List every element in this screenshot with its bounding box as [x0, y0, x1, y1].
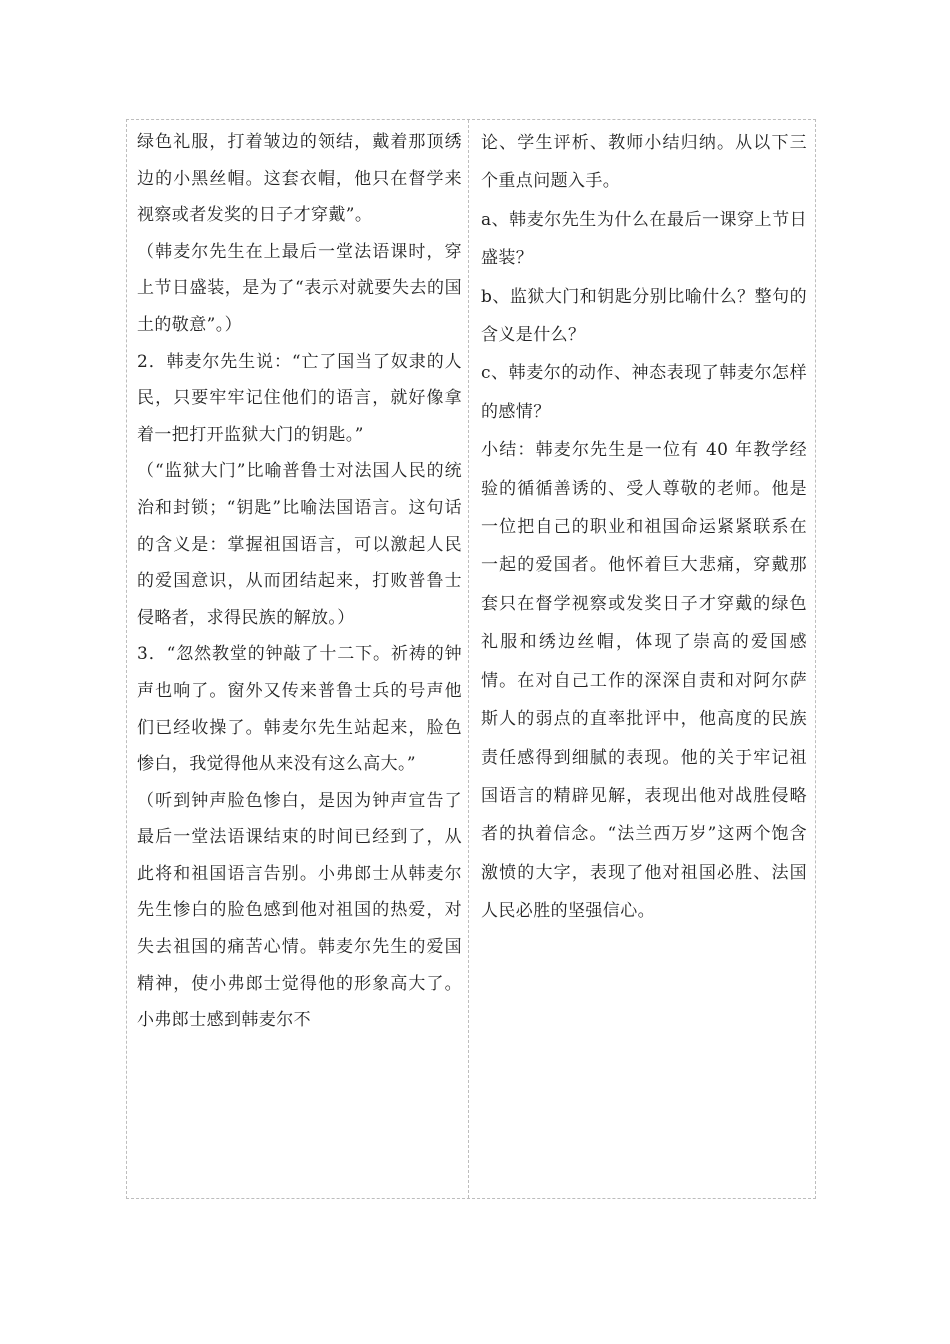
- left-paragraph-5: 3．“忽然教堂的钟敲了十二下。祈祷的钟声也响了。窗外又传来普鲁士兵的号声他们已经收操了。韩麦尔先生站起来，脸色惨白，我觉得他从来没有这么高大。”: [137, 644, 462, 775]
- left-paragraph-2: （韩麦尔先生在上最后一堂法语课时，穿上节日盛装，是为了“表示对就要失去的国土的敬意”。）: [137, 241, 462, 335]
- left-paragraph-3: 2．韩麦尔先生说：“亡了国当了奴隶的人民，只要牢牢记住他们的语言，就好像拿着一把打开监狱大门的钥匙。”: [137, 351, 462, 445]
- left-column: [127, 120, 469, 1198]
- left-paragraph-4: （“监狱大门”比喻普鲁士对法国人民的统治和封锁；“钥匙”比喻法国语言。这句话的含义是：掌握祖国语言，可以激起人民的爱国意识，从而团结起来，打败普鲁士侵略者，求得民族的解放。）: [137, 461, 462, 628]
- left-paragraph-6: （听到钟声脸色惨白，是因为钟声宣告了最后一堂法语课结束的时间已经到了，从此将和祖国语言告别。小弗郎士从韩麦尔先生惨白的脸色感到他对祖国的热爱，对失去祖国的痛苦心情。韩麦尔先生的爱国精神，使小弗郎士觉得他的形象高大了。小弗郎士感到韩麦尔不: [137, 790, 462, 1031]
- summary-paragraph: 小结：韩麦尔先生是一位有 40 年教学经验的循循善诱的、受人尊敬的老师。他是一位把自己的职业和祖国命运紧紧联系在一起的爱国者。他怀着巨大悲痛，穿戴那套只在督学视察或发奖日子才穿戴的绿色礼服和绣边丝帽，体现了崇高的爱国感情。在对自己工作的深深自责和对阿尔萨斯人的弱点的直率批评中，他高度的民族责任感得到细腻的表现。他的关于牢记祖国语言的精辟见解，表现出他对战胜侵略者的执着信念。“法兰西万岁”这两个饱含激愤的大字，表现了他对祖国必胜、法国人民必胜的坚强信心。: [481, 440, 807, 922]
- right-column: [469, 120, 815, 1198]
- right-paragraph-1: 论、学生评析、教师小结归纳。从以下三个重点问题入手。: [481, 133, 807, 192]
- question-b: b、监狱大门和钥匙分别比喻什么？整句的含义是什么？: [481, 286, 807, 346]
- question-a: a、韩麦尔先生为什么在最后一课穿上节日盛装？: [481, 209, 807, 269]
- question-c: c、韩麦尔的动作、神态表现了韩麦尔怎样的感情？: [481, 363, 807, 422]
- left-paragraph-1: 绿色礼服，打着皱边的领结，戴着那顶绣边的小黑丝帽。这套衣帽，他只在督学来视察或者发奖的日子才穿戴”。: [137, 132, 462, 226]
- content-table: [126, 119, 816, 1199]
